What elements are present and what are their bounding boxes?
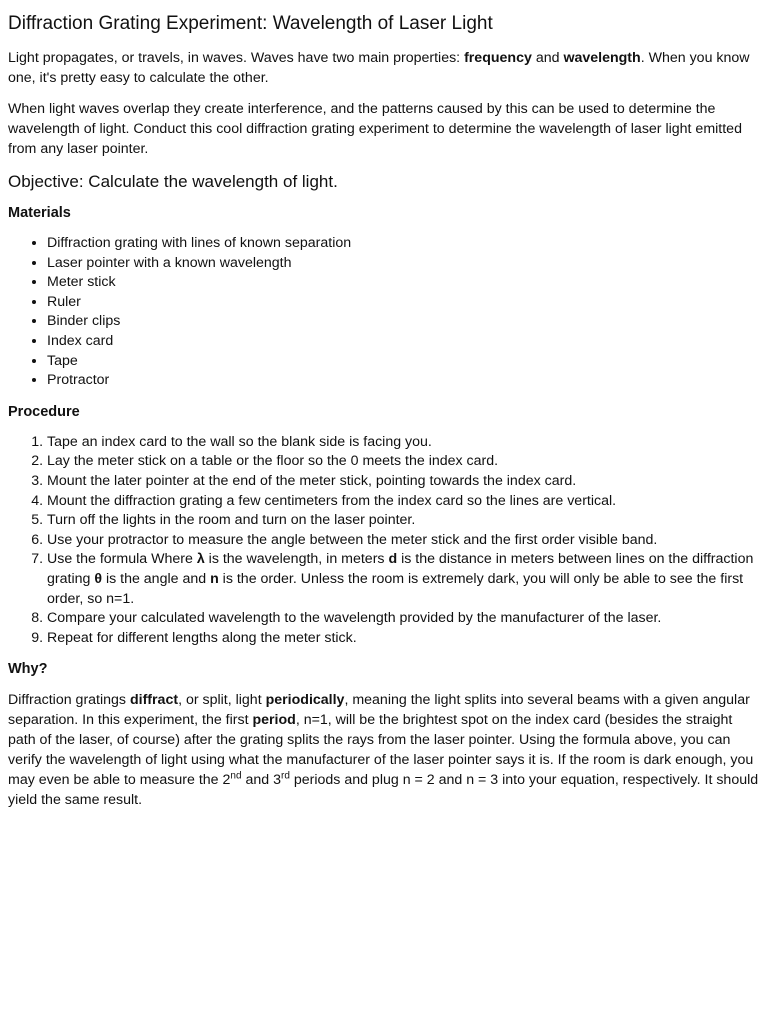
superscript-nd: nd	[230, 770, 242, 782]
materials-list	[8, 234, 760, 391]
term-wavelength: wavelength	[563, 50, 641, 66]
symbol-theta: θ	[94, 570, 102, 587]
step-text: is the wavelength, in meters	[204, 551, 389, 568]
term-period: period	[252, 712, 296, 729]
term-frequency: frequency	[464, 50, 532, 66]
page-title: Diffraction Grating Experiment: Wavelength of Laser Light	[8, 13, 493, 34]
step-text: Use the formula Where	[47, 551, 197, 568]
term-diffract: diffract	[129, 692, 179, 709]
symbol-d: d	[388, 551, 398, 568]
objective-heading: Objective: Calculate the wavelength of light.	[8, 172, 338, 191]
intro-text: . When you know one, it's pretty easy to calculate the other.	[8, 50, 750, 86]
why-text: and 3	[241, 772, 281, 789]
intro-paragraph-1	[8, 48, 760, 88]
why-paragraph	[8, 690, 760, 810]
list-item: • Ruler	[47, 293, 760, 313]
why-text: periods and plug n = 2 and n = 3 into your equation, respectively. It should yield the same result.	[8, 772, 759, 809]
list-item: • Index card	[47, 332, 760, 352]
materials-heading: Materials	[8, 205, 71, 221]
why-text: , or split, light	[178, 692, 266, 709]
list-item	[47, 550, 760, 609]
symbol-lambda: λ	[196, 551, 205, 568]
step-text: is the order. Unless the room is extremely dark, you will only be able to see the first order, so n=1.	[47, 570, 744, 607]
list-item: • Binder clips	[47, 312, 760, 332]
list-item: 9. Repeat for different lengths along the meter stick.	[47, 629, 760, 649]
why-text: , meaning the light splits into several beams with a given angular separation. In this experiment, the first	[8, 692, 750, 729]
why-heading: Why?	[8, 661, 48, 678]
list-item: • Diffraction grating with lines of known separation	[47, 234, 760, 254]
symbol-n: n	[210, 570, 219, 587]
list-item: 1. Tape an index card to the wall so the blank side is facing you.	[47, 433, 760, 453]
step-text: is the distance in meters between lines on the diffraction grating	[47, 551, 754, 587]
list-item: 4. Mount the diffraction grating a few centimeters from the index card so the lines are vertical.	[47, 492, 760, 512]
intro-paragraph-2: When light waves overlap they create interference, and the patterns caused by this can be used to determine the wavelength of light. Conduct this cool diffraction grating experiment to determine the wavelength of laser light emitted from any laser pointer.	[8, 101, 742, 157]
why-text: Diffraction gratings	[8, 692, 130, 709]
list-item: • Tape	[47, 352, 760, 372]
intro-text: Light propagates, or travels, in waves. Waves have two main properties:	[8, 50, 465, 66]
list-item: 5. Turn off the lights in the room and turn on the laser pointer.	[47, 511, 760, 531]
list-item: • Meter stick	[47, 273, 760, 293]
procedure-list	[8, 433, 760, 649]
intro-text: and	[531, 50, 564, 66]
term-periodically: periodically	[265, 692, 345, 709]
list-item: 6. Use your protractor to measure the angle between the meter stick and the first order visible band.	[47, 531, 760, 551]
list-item: • Protractor	[47, 371, 760, 391]
why-text: , n=1, will be the brightest spot on the index card (besides the straight path of the laser, of course) after the grating splits the rays from the laser pointer. Using the formula above, you can verify the wavelength of light using what the manufacturer of the laser pointer says it is. If the room is dark enough, you may even be able to measure the 2	[8, 712, 754, 789]
step-text: is the angle and	[102, 570, 211, 587]
procedure-heading: Procedure	[8, 403, 80, 420]
list-item: 2. Lay the meter stick on a table or the floor so the 0 meets the index card.	[47, 452, 760, 472]
list-item: • Laser pointer with a known wavelength	[47, 254, 760, 274]
superscript-rd: rd	[281, 770, 290, 782]
list-item: 3. Mount the later pointer at the end of the meter stick, pointing towards the index card.	[47, 472, 760, 492]
list-item: 8. Compare your calculated wavelength to the wavelength provided by the manufacturer of the laser.	[47, 609, 760, 629]
